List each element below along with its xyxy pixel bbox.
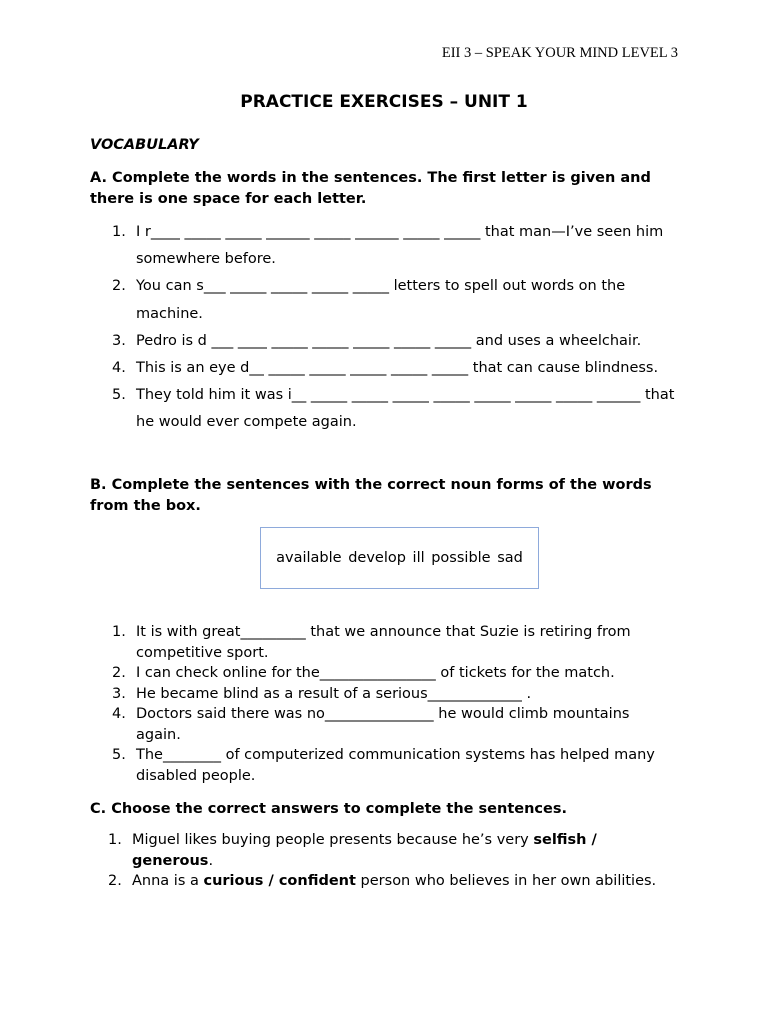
item-number: 4. [112,706,126,722]
item-text: You can s___ _____ _____ _____ _____ letters to spell out words on the machine. [136,278,626,322]
list-item [112,663,678,684]
item-text-before: Anna is a [132,873,204,889]
item-number: 4. [112,360,126,377]
word-box-text: available develop ill possible sad [276,550,523,566]
list-item [112,382,678,436]
item-number: 5. [112,747,126,763]
list-item [112,745,678,786]
list-item [112,273,678,327]
item-text: I r____ _____ _____ ______ _____ ______ _____ _____ that man—I’ve seen him somewhere before. [136,224,664,268]
item-number: 3. [112,332,126,349]
item-text-before: Miguel likes buying people presents because he’s very [132,832,534,848]
item-text: Doctors said there was no_______________ he would climb mountains again. [136,706,630,743]
item-number: 1. [112,224,126,240]
list-item [112,622,678,663]
page-title: PRACTICE EXERCISES – UNIT 1 [240,92,528,112]
item-text: He became blind as a result of a serious_____________ . [136,685,532,702]
exercise-a-list [112,219,678,437]
item-text: It is with great_________ that we announce that Suzie is retiring from competitive sport. [136,624,631,661]
section-heading-vocabulary: VOCABULARY [90,137,199,153]
exercise-b-list [112,622,678,786]
item-number: 2. [108,873,122,889]
instruction-b: B. Complete the sentences with the correct noun forms of the words from the box. [90,477,652,514]
list-item [112,328,678,355]
item-text-after: person who believes in her own abilities. [355,873,657,889]
exercise-c-list [108,830,678,892]
item-text: This is an eye d__ _____ _____ _____ _____ _____ that can cause blindness. [136,360,659,377]
list-item [112,704,678,745]
item-number: 2. [112,278,126,295]
list-item [108,871,678,892]
item-number: 5. [112,387,126,404]
item-text: Pedro is d ___ ____ _____ _____ _____ _____ _____ and uses a wheelchair. [136,332,642,349]
list-item [112,219,678,273]
list-item [112,684,678,705]
word-box [260,527,539,589]
item-number: 1. [108,832,122,848]
list-item [108,830,678,871]
item-text: They told him it was i__ _____ _____ _____ _____ _____ _____ _____ ______ that he would ever compete again. [136,387,675,431]
item-number: 2. [112,665,126,681]
answer-choice: selfish / generous [132,832,597,869]
item-number: 3. [112,685,126,702]
list-item [112,355,678,382]
item-number: 1. [112,624,126,640]
item-text: The________ of computerized communication systems has helped many disabled people. [136,747,655,784]
instruction-a: A. Complete the words in the sentences. The first letter is given and there is one space for each letter. [90,170,651,207]
item-text-after: . [208,852,214,869]
page-header: EII 3 – SPEAK YOUR MIND LEVEL 3 [441,45,678,61]
item-text: I can check online for the________________ of tickets for the match. [136,665,615,681]
answer-choice: curious / confident [203,873,356,889]
instruction-c: C. Choose the correct answers to complete the sentences. [90,801,567,817]
